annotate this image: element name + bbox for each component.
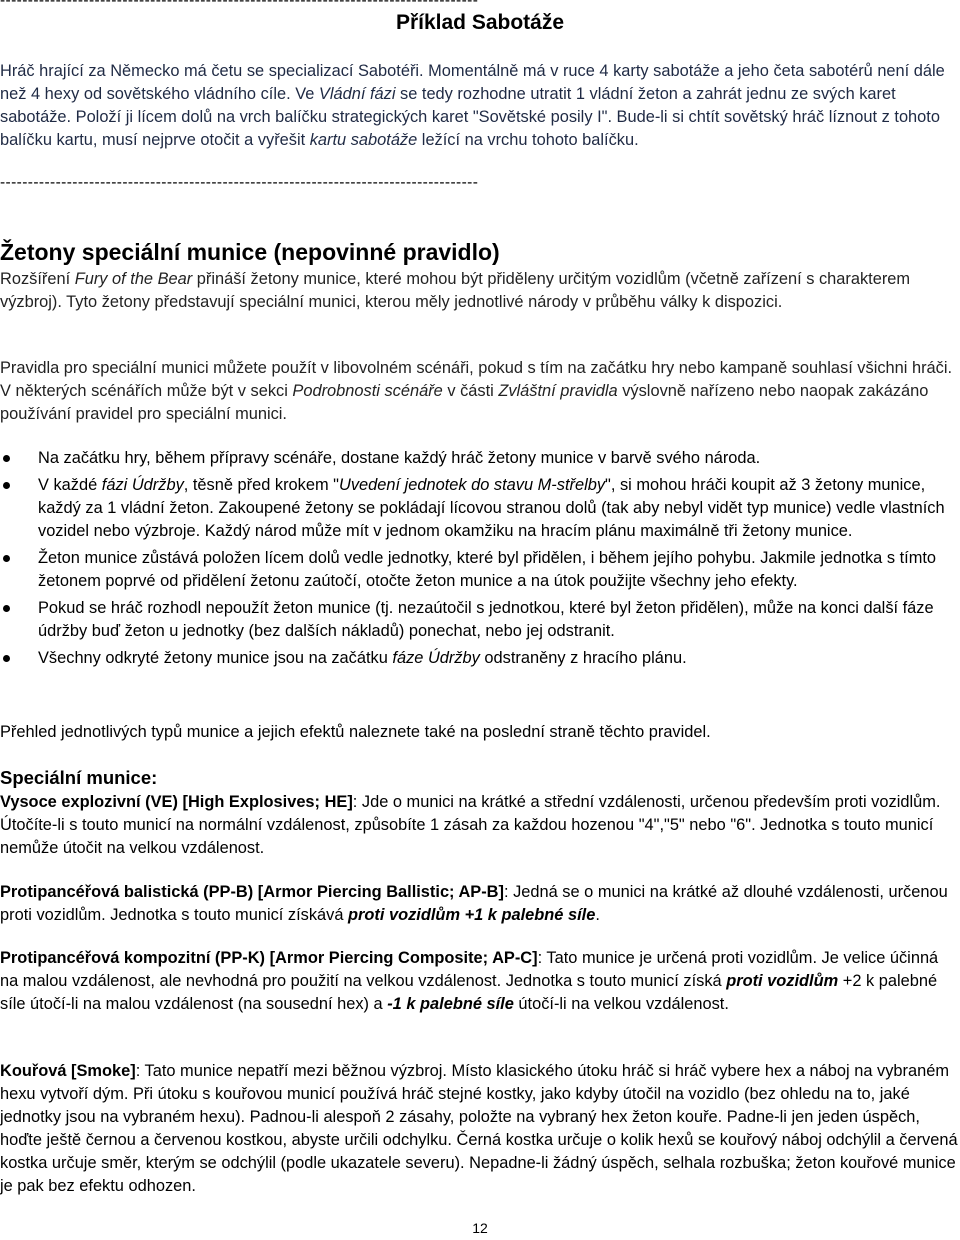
bullet-icon: [3, 655, 10, 662]
list-item: Pokud se hráč rozhodl nepoužít žeton munice (tj. nezaútočil s jednotkou, které byl žeton přidělen), může na konci další fáze údržby buď žeton u jednotky (bez dalších nákladů) ponechat, nebo jej odstranit.: [0, 597, 958, 643]
list-item: Všechny odkryté žetony munice jsou na začátku fáze Údržby odstraněny z hracího plánu.: [0, 647, 958, 670]
ammo-intro-paragraph: Rozšíření Fury of the Bear přináší žetony munice, které mohou být přiděleny určitým vozidlům (včetně zařízení s charakterem výzbroj). Tyto žetony představují speciální munici, kterou měly jednotlivé národy v průběhu války k dispozici.: [0, 270, 911, 311]
bullet-icon: [3, 555, 10, 562]
bullet-icon: [3, 482, 10, 489]
apb-ammo-paragraph: Protipancéřová balistická (PP-B) [Armor Piercing Ballistic; AP-B]: Jedná se o munici na krátké až dlouhé vzdálenosti, určenou proti vozidlům. Jednotka s touto municí získává proti vozidlům +1 k palebné síle.: [0, 883, 948, 924]
bullet-icon: [3, 605, 10, 612]
page-number: 12: [472, 1220, 488, 1236]
bullet-icon: [3, 455, 10, 462]
he-ammo-paragraph: Vysoce explozivní (VE) [High Explosives; HE]: Jde o munici na krátké a střední vzdálenosti, určenou především proti vozidlům. Útočíte-li s touto municí na normální vzdálenost, způsobíte 1 zásah za každou hozenou "4","5" nebo "6". Jednotka s touto municí nemůže útočit na velkou vzdálenost.: [0, 793, 941, 857]
ammo-rules-list: [0, 447, 958, 674]
smoke-ammo-paragraph: Kouřová [Smoke]: Tato munice nepatří mezi běžnou výzbroj. Místo klasického útoku hráč si hráč vybere hex a náboj na vybraném hexu vytvoří dým. Při útoku s kouřovou municí používá hráč stejné kostky, jako kdyby útočil na vozidlo (bez ohledu na to, jaké jednotky jsou na vybraném hexu). Padnou-li alespoň 2 zásahy, položte na vybraný hex žeton kouře. Padne-li jen jeden úspěch, hoďte ještě černou a červenou kostkou, abyste určili odchylku. Černá kostka určuje o kolik hexů se kouřový náboj odchýlil a červená kostka určuje směr, kterým se odchýlil (podle ukazatele severu). Nepadne-li žádný úspěch, selhala rozbuška; žeton kouřové munice je pak bez efektu odhozen.: [0, 1062, 958, 1195]
sabotage-example-text: Hráč hrající za Německo má četu se specializací Sabotéři. Momentálně má v ruce 4 karty sabotáže a jeho četa sabotérů není dále než 4 hexy od sovětského vládního cíle. Ve Vládní fázi se tedy rozhodne utratit 1 vládní žeton a zahrát jednu ze svých karet sabotáže. Položí ji lícem dolů na vrch balíčku strategických karet "Sovětské posily I". Bude-li si chtít sovětský hráč líznout z tohoto balíčku kartu, musí nejprve otočit a vyřešit kartu sabotáže ležící na vrchu tohoto balíčku.: [0, 62, 945, 149]
list-item: V každé fázi Údržby, těsně před krokem "Uvedení jednotek do stavu M-střelby", si mohou hráči koupit až 3 žetony munice, každý za 1 vládní žeton. Zakoupené žetony se pokládají lícovou stranou dolů (tak aby nebyl vidět typ munice) vedle vlastních vozidel nebo výzbroje. Každý národ může mít v jednom okamžiku na hracím plánu maximálně tři žetony munice.: [0, 474, 958, 543]
separator-top: --------------------------------------------------------------------------------------: [0, 0, 479, 9]
separator-bottom: --------------------------------------------------------------------------------------: [0, 174, 479, 191]
list-item: Na začátku hry, během přípravy scénáře, dostane každý hráč žetony munice v barvě svého národa.: [0, 447, 958, 470]
ammo-section-title: Žetony speciální munice (nepovinné pravidlo): [0, 239, 500, 265]
sabotage-example-title: Příklad Sabotáže: [395, 11, 565, 34]
ammo-rules-paragraph: Pravidla pro speciální munici můžete použít v libovolném scénáři, pokud s tím na začátku hry nebo kampaně souhlasí všichni hráči. V některých scénářích může být v sekci Podrobnosti scénáře v části Zvláštní pravidla výslovně nařízeno nebo naopak zakázáno používání pravidel pro speciální munici.: [0, 359, 953, 423]
overview-paragraph: Přehled jednotlivých typů munice a jejich efektů naleznete také na poslední straně těchto pravidel.: [0, 723, 711, 741]
special-ammo-title: Speciální munice:: [0, 767, 158, 788]
apc-ammo-paragraph: Protipancéřová kompozitní (PP-K) [Armor Piercing Composite; AP-C]: Tato munice je určená proti vozidlům. Je velice účinná na malou vzdálenost, ale nevhodná pro použití na velkou vzdálenost. Jednotka s touto municí získá proti vozidlům +2 k palebné síle útočí-li na malou vzdálenost (na sousední hex) a -1 k palebné síle útočí-li na velkou vzdálenost.: [0, 949, 939, 1013]
list-item: Žeton munice zůstává položen lícem dolů vedle jednotky, které byl přidělen, i během jejího pohybu. Jakmile jednotka s tímto žetonem poprvé od přidělení žetonu zaútočí, otočte žeton munice a na útok použijte všechny jeho efekty.: [0, 547, 958, 593]
